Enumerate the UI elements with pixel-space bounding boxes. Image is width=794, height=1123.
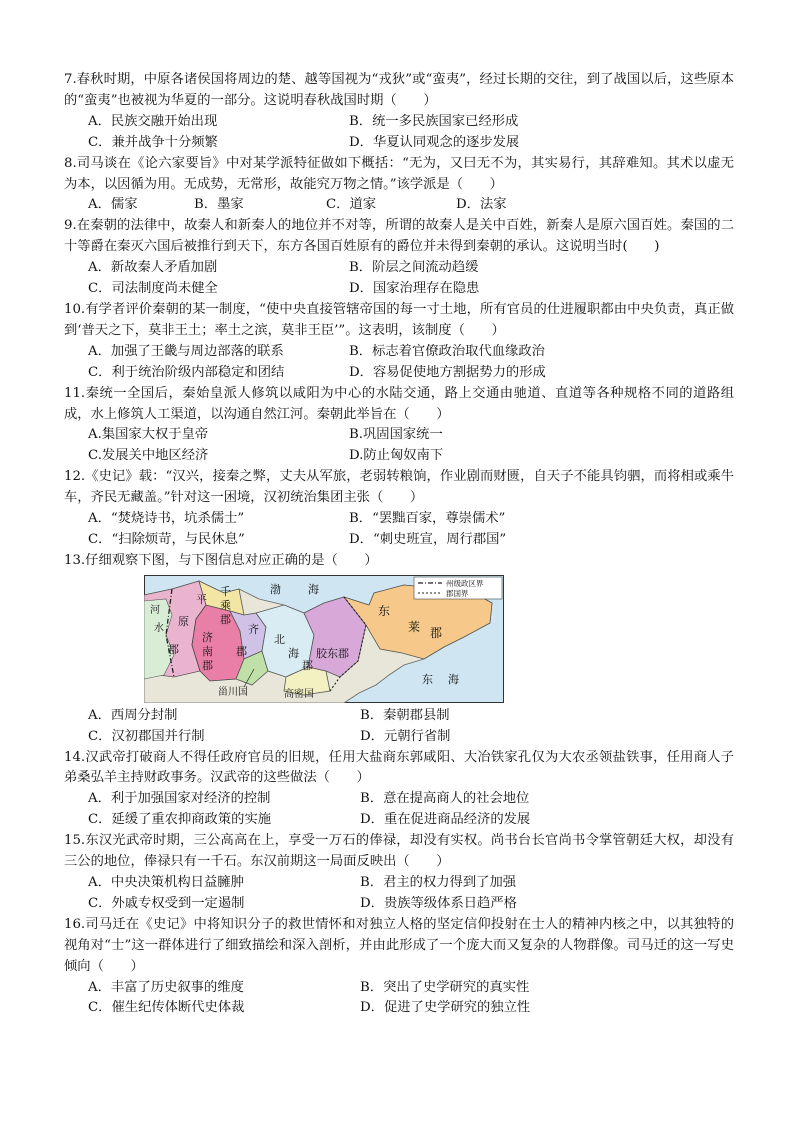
option-a[interactable]: A．丰富了历史叙事的维度: [88, 979, 244, 995]
question-stem: 13.仔细观察下图，与下图信息对应正确的是（ ）: [64, 552, 378, 568]
beihai-label-2: 海: [288, 646, 299, 660]
option-d[interactable]: D．元朝行省制: [360, 728, 451, 744]
donghai-label-1: 东: [422, 672, 433, 686]
question-stem: 11.秦统一全国后，秦始皇派人修筑以咸阳为中心的水陆交通，路上交通由驰道、直道等各种规格不同的道路组成，水上修筑人工渠道，以沟通自然江河。秦朝此举旨在（ ）: [64, 385, 734, 422]
exam-page: [64, 70, 734, 1019]
option-d[interactable]: D．“刺史班宣，周行郡国”: [349, 531, 507, 547]
legend-commandery-label: 郡国界: [446, 588, 469, 598]
legend-state-label: 州级政区界: [446, 578, 484, 588]
option-b[interactable]: B．统一多民族国家已经形成: [349, 113, 519, 129]
option-a[interactable]: A．利于加强国家对经济的控制: [88, 791, 271, 807]
han-shandong-map: [144, 575, 504, 703]
question-9: [64, 216, 734, 300]
option-c[interactable]: C.发展关中地区经济: [88, 448, 209, 464]
option-b[interactable]: B．墨家: [194, 197, 244, 213]
question-7: [64, 70, 734, 154]
jiaodong-label: 胶东郡: [316, 646, 349, 660]
river-label-2: 水: [154, 622, 164, 634]
option-d[interactable]: D．华夏认同观念的逐步发展: [349, 134, 520, 150]
pingyuan-label-1: 平: [196, 592, 207, 606]
option-d[interactable]: D．重在促进商品经济的发展: [360, 812, 531, 828]
option-d[interactable]: D.防止匈奴南下: [349, 448, 444, 464]
question-8: [64, 154, 734, 217]
option-c[interactable]: C．汉初郡国并行制: [88, 728, 205, 744]
question-stem: 12.《史记》载：“汉兴，接秦之弊，丈夫从军旅，老弱转粮饷，作业剧而财匮，自天子不能具钧驷，而将相或乘牛车，齐民无藏盖。”针对这一困境，汉初统治集团主张（ ）: [64, 469, 734, 506]
bohai-label-2: 海: [308, 582, 319, 596]
donglai-label-1: 东: [378, 603, 391, 618]
question-13: [64, 551, 734, 748]
jinan-label-1: 济: [202, 630, 213, 644]
option-a[interactable]: A．民族交融开始出现: [88, 113, 218, 129]
option-a[interactable]: A．儒家: [88, 197, 138, 213]
question-stem: 7.春秋时期，中原各诸侯国将周边的楚、越等国视为“戎狄”或“蛮夷”，经过长期的交往，到了战国以后，这些原本的“蛮夷”也被视为华夏的一部分。这说明春秋战国时期（ ）: [64, 72, 734, 108]
option-a[interactable]: A．西周分封制: [88, 707, 178, 723]
beihai-label-1: 北: [274, 632, 285, 646]
jinan-label-2: 南: [202, 644, 213, 658]
option-d[interactable]: D．促进了史学研究的独立性: [360, 1000, 531, 1016]
donglai-label-3: 郡: [430, 625, 443, 640]
map-legend: [414, 577, 502, 599]
question-stem: 10.有学者评价秦朝的某一制度，“使中央直接管辖帝国的每一寸土地，所有官员的仕进履职都由中央负责，真正做到‘普天之下，莫非王土；率土之滨，莫非王臣’”。这表明，该制度（ ）: [64, 301, 734, 338]
option-c[interactable]: C．利于统治阶级内部稳定和团结: [88, 364, 285, 380]
option-d[interactable]: D．法家: [456, 197, 507, 213]
qiansheng-label-3: 郡: [220, 612, 231, 626]
option-c[interactable]: C．司法制度尚未健全: [88, 281, 218, 297]
donghai-label-2: 海: [448, 672, 459, 686]
option-b[interactable]: B．君主的权力得到了加强: [360, 875, 517, 890]
option-b[interactable]: B．突出了史学研究的真实性: [360, 979, 530, 995]
question-stem: 15.东汉光武帝时期，三公高高在上，享受一万石的俸禄，却没有实权。尚书台长官尚书令掌管朝廷大权，却没有三公的地位，俸禄只有一千石。东汉前期这一局面反映出（ ）: [64, 833, 734, 870]
option-c[interactable]: C．“扫除烦苛，与民休息”: [88, 531, 245, 547]
question-12: [64, 467, 734, 551]
option-d[interactable]: D．贵族等级体系日趋严格: [360, 895, 517, 911]
question-16: [64, 915, 734, 1020]
option-c[interactable]: C．兼并战争十分频繁: [88, 134, 218, 150]
option-a[interactable]: A．新故秦人矛盾加剧: [88, 260, 218, 276]
question-stem: 9.在秦朝的法律中，故秦人和新秦人的地位并不对等，所谓的故秦人是关中百姓，新秦人是原六国百姓。秦国的二十等爵在秦灭六国后被推行到天下，东方各国百姓原有的爵位并未得到秦朝的承认。这说明当时( ): [64, 218, 734, 255]
option-a[interactable]: A．“焚烧诗书，坑杀儒士”: [88, 511, 245, 527]
zichuan-label: 甾川国: [218, 686, 248, 698]
pingyuan-label-2: 原: [178, 614, 189, 628]
donglai-label-2: 莱: [408, 619, 421, 634]
river-label-1: 河: [150, 604, 160, 616]
jinan-label-3: 郡: [202, 658, 213, 672]
qi-label-1: 齐: [248, 622, 259, 636]
option-d[interactable]: D．容易促使地方割据势力的形成: [349, 364, 546, 380]
question-10: [64, 300, 734, 384]
question-11: [64, 384, 734, 468]
pingyuan-label-3: 郡: [168, 642, 179, 656]
qiansheng-label-1: 千: [220, 584, 231, 598]
question-stem: 14.汉武帝打破商人不得任政府官员的旧规，任用大盐商东郭咸阳、大冶铁家孔仅为大农丞领盐铁事，任用商人子弟桑弘羊主持财政事务。汉武帝的这些做法（ ）: [64, 749, 734, 786]
question-15: [64, 831, 734, 915]
qi-label-2: 郡: [236, 644, 247, 658]
option-b[interactable]: B．意在提高商人的社会地位: [360, 791, 530, 807]
option-a[interactable]: A．加强了王畿与周边部落的联系: [88, 343, 284, 359]
option-d[interactable]: D．国家治理存在隐患: [349, 281, 480, 297]
option-c[interactable]: C．道家: [326, 197, 377, 213]
question-14: [64, 748, 734, 832]
option-b[interactable]: B．“罢黜百家，尊崇儒术”: [349, 511, 506, 527]
question-stem: 8.司马谈在《论六家要旨》中对某学派特征做如下概括：“无为，又曰无不为，其实易行，其辞难知。其术以虚无为本，以因循为用。无成势，无常形，故能究万物之情。”该学派是（ ）: [64, 155, 734, 192]
beihai-label-3: 郡: [302, 658, 313, 672]
gaomi-label: 高密国: [284, 688, 314, 700]
qiansheng-label-2: 乘: [220, 598, 231, 612]
option-b[interactable]: B.巩固国家统一: [349, 427, 443, 443]
question-stem: 16.司马迁在《史记》中将知识分子的救世情怀和对独立人格的坚定信仰投射在士人的精神内核之中，以其独特的视角对“士”这一群体进行了细致描绘和深入剖析，并由此形成了一个庞大而又复杂的人物群像。司马迁的这一写史倾向（ ）: [64, 916, 734, 974]
option-b[interactable]: B．阶层之间流动趋缓: [349, 260, 479, 276]
option-a[interactable]: A.集国家大权于皇帝: [88, 427, 209, 443]
bohai-label-1: 渤: [270, 582, 281, 596]
option-c[interactable]: C．外戚专权受到一定遏制: [88, 895, 245, 911]
option-b[interactable]: B．秦朝郡县制: [360, 707, 450, 723]
option-c[interactable]: C．催生纪传体断代史体裁: [88, 1000, 245, 1016]
option-b[interactable]: B．标志着官僚政治取代血缘政治: [349, 343, 545, 359]
option-c[interactable]: C．延缓了重农抑商政策的实施: [88, 812, 272, 828]
option-a[interactable]: A．中央决策机构日益臃肿: [88, 875, 244, 890]
